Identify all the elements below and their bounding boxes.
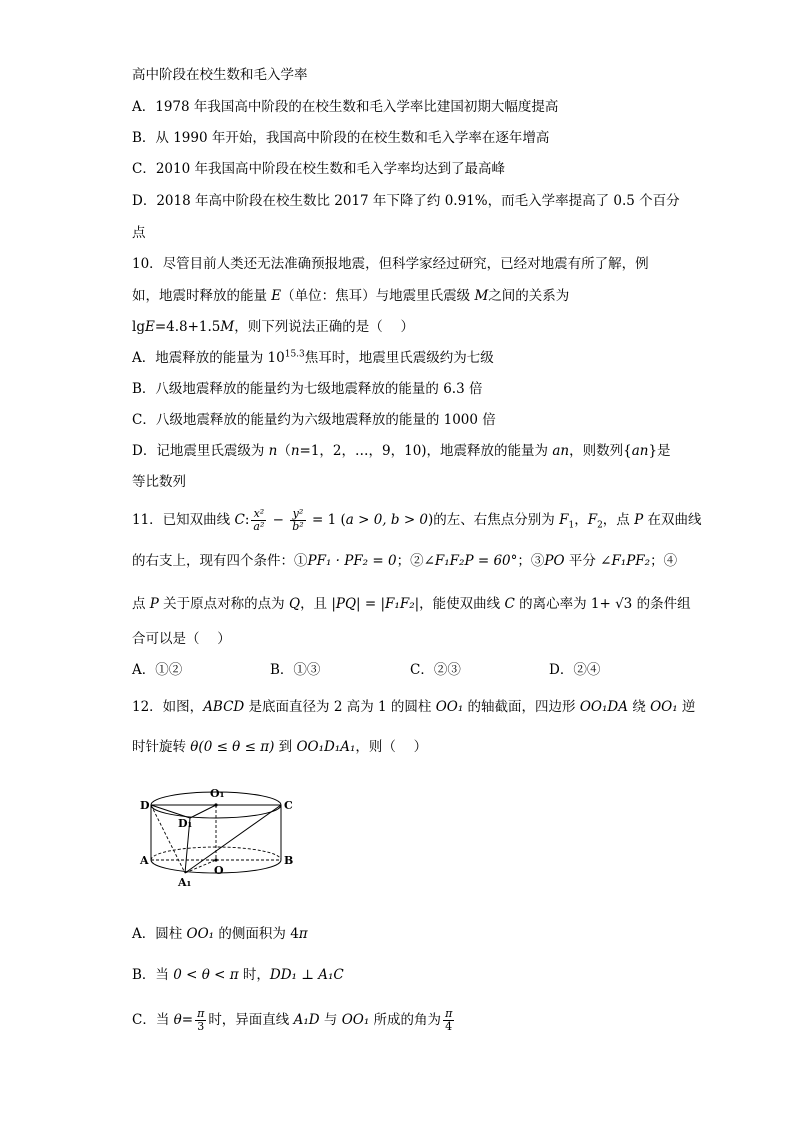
q9-option-a: A．1978 年我国高中阶段的在校生数和毛入学率比建国初期大幅度提高 xyxy=(132,99,559,115)
q12-stem-1 xyxy=(132,698,695,716)
var-oo1: OO₁ xyxy=(650,699,678,715)
q12-option-b xyxy=(132,966,344,984)
abs-expr: |PQ| = |F₁F₂| xyxy=(331,596,420,612)
text: ；③ xyxy=(517,553,545,569)
text: A．圆柱 xyxy=(132,926,187,942)
vector-expr: PF₁ · PF₂ = 0 xyxy=(307,553,397,569)
q10-option-d xyxy=(132,442,671,460)
text: )的左、右焦点分别为 xyxy=(428,512,560,528)
var-a1d: A₁D xyxy=(293,1012,320,1028)
var-oo1: OO₁ xyxy=(186,926,215,942)
text: 逆 xyxy=(677,699,696,715)
label-o1: O₁ xyxy=(210,787,225,800)
text: 的离心率为 xyxy=(514,596,591,612)
var-n: n xyxy=(290,443,300,459)
q12-stem-2 xyxy=(132,738,427,756)
text: D．记地震里氏震级为 xyxy=(132,443,269,459)
text: A．地震释放的能量为 10 xyxy=(132,350,285,366)
q10-option-a xyxy=(132,349,494,367)
eccentricity: 1+ √3 xyxy=(590,596,633,612)
text: 关于原点对称的点为 xyxy=(158,596,289,612)
var-c: C xyxy=(504,596,515,612)
label-b: B xyxy=(284,854,294,867)
text: 的轴截面，四边形 xyxy=(463,699,580,715)
var-an: an xyxy=(631,443,649,459)
text: 时针旋转 xyxy=(132,739,191,755)
text: − xyxy=(268,512,289,528)
q11-option-a: A．①② xyxy=(132,662,183,678)
subscript: 1 xyxy=(568,520,575,531)
text: 焦耳时，地震里氏震级约为七级 xyxy=(304,350,494,366)
var-m: M xyxy=(474,288,489,304)
text: =4.8+1.5 xyxy=(154,319,221,335)
exponent: 15.3 xyxy=(284,349,305,360)
var-c: C xyxy=(234,512,245,528)
q10-stem-3 xyxy=(132,318,414,336)
text: 与 xyxy=(319,1012,342,1028)
q9-option-d-cont: 点 xyxy=(132,225,146,241)
var-e: E xyxy=(144,319,155,335)
var-theta: θ xyxy=(173,1012,182,1028)
text: = 1 ( xyxy=(307,512,346,528)
q11-option-d: D．②④ xyxy=(549,662,601,678)
denominator: 3 xyxy=(197,1020,205,1033)
q11-option-c: C．②③ xyxy=(410,662,461,678)
text: 11．已知双曲线 xyxy=(132,512,235,528)
segment-a1c xyxy=(185,805,281,873)
segment-da1 xyxy=(151,805,185,873)
var-an: an xyxy=(552,443,570,459)
text: }是 xyxy=(648,443,671,459)
text: = xyxy=(181,1012,194,1028)
var-e: E xyxy=(271,288,282,304)
point-o1 xyxy=(214,803,217,806)
text: 绕 xyxy=(627,699,651,715)
text: 如，地震时释放的能量 xyxy=(132,288,272,304)
denominator: a² xyxy=(253,520,265,533)
q11-stem-3 xyxy=(132,595,691,613)
q9-option-c: C．2010 年我国高中阶段在校生数和毛入学率均达到了最高峰 xyxy=(132,161,505,177)
numerator: y² xyxy=(290,508,305,521)
numerator: x² xyxy=(251,508,266,521)
text: ，则（ ） xyxy=(355,739,428,755)
q11-stem-2 xyxy=(132,552,677,570)
fraction-pi-3 xyxy=(195,1008,206,1033)
text: 是底面直径为 2 高为 1 的圆柱 xyxy=(244,699,436,715)
text: 的右支上，现有四个条件：① xyxy=(132,553,308,569)
q12-option-c xyxy=(132,1008,456,1033)
var-f: F xyxy=(559,512,569,528)
denominator: b² xyxy=(292,520,304,533)
bottom-ellipse-back xyxy=(151,847,281,860)
text: : xyxy=(244,512,250,528)
text: ；④ xyxy=(650,553,678,569)
text: 的条件组 xyxy=(632,596,691,612)
numerator: π xyxy=(445,1007,453,1020)
var-p: P xyxy=(634,512,644,528)
text: 在双曲线 xyxy=(643,512,702,528)
var-f: F xyxy=(587,512,598,528)
cylinder-figure xyxy=(138,783,298,895)
text: C．当 xyxy=(132,1012,174,1028)
var-q: Q xyxy=(288,596,301,612)
var-quad: OO₁DA xyxy=(579,699,628,715)
theta-cond: 0 < θ < π xyxy=(173,967,239,983)
var-pi: π xyxy=(298,926,308,942)
point-o xyxy=(214,858,217,861)
label-a1: A₁ xyxy=(178,876,192,889)
q11-stem-4: 合可以是（ ） xyxy=(132,631,231,647)
text: 点 xyxy=(132,596,150,612)
text: lg xyxy=(132,319,145,335)
fraction-y2-b2 xyxy=(290,508,305,533)
var-abcd: ABCD xyxy=(203,699,245,715)
denominator: 4 xyxy=(445,1020,453,1033)
var-quad: OO₁D₁A₁ xyxy=(296,739,356,755)
text: ，点 xyxy=(602,512,635,528)
q9-option-b: B．从 1990 年开始，我国高中阶段的在校生数和毛入学率在逐年增高 xyxy=(132,130,550,146)
q9-option-d: D．2018 年高中阶段在校生数比 2017 年下降了约 0.91%，而毛入学率提高了 0.5 个百分 xyxy=(132,193,680,209)
text: ， xyxy=(574,512,588,528)
text: ；②∠ xyxy=(396,553,435,569)
text: （ xyxy=(277,443,291,459)
numerator: π xyxy=(197,1007,205,1020)
q11-option-b: B．①③ xyxy=(270,662,321,678)
angle-expr: F₁F₂P = 60° xyxy=(434,553,518,569)
q10-option-d-cont: 等比数列 xyxy=(132,474,186,490)
label-d1: D₁ xyxy=(178,817,193,830)
text: ，则下列说法正确的是（ ） xyxy=(234,319,415,335)
text: =1，2，…，9，10)，地震释放的能量为 xyxy=(299,443,553,459)
text: 12．如图， xyxy=(132,699,204,715)
label-c: C xyxy=(284,799,293,812)
text: 的侧面积为 4 xyxy=(214,926,299,942)
text: 之间的关系为 xyxy=(488,288,570,304)
q12-option-a xyxy=(132,925,308,943)
segment-o1d1 xyxy=(190,805,216,818)
theta-range: θ(0 ≤ θ ≤ π) xyxy=(190,739,275,755)
text: 时， xyxy=(238,967,270,983)
perp-expr: DD₁ ⊥ A₁C xyxy=(269,967,344,983)
text: 平分 ∠ xyxy=(564,553,612,569)
var-p: P xyxy=(149,596,159,612)
text: 所成的角为 xyxy=(369,1012,442,1028)
condition: a > 0, b > 0 xyxy=(345,512,429,528)
text: （单位：焦耳）与地震里氏震级 xyxy=(281,288,475,304)
subscript: 2 xyxy=(597,520,603,531)
fraction-pi-4 xyxy=(443,1008,454,1033)
q11-stem-1 xyxy=(132,508,701,533)
q10-option-c: C．八级地震释放的能量约为六级地震释放的能量的 1000 倍 xyxy=(132,412,496,428)
var-n: n xyxy=(268,443,278,459)
var-oo1: OO₁ xyxy=(435,699,464,715)
text: 到 xyxy=(274,739,297,755)
fraction-x2-a2 xyxy=(251,508,266,533)
var-po: PO xyxy=(544,553,565,569)
text: B．当 xyxy=(132,967,174,983)
label-o: O xyxy=(214,864,224,877)
var-m: M xyxy=(220,319,235,335)
q10-stem-1: 10．尽管目前人类还无法准确预报地震，但科学家经过研究，已经对地震有所了解，例 xyxy=(132,256,649,272)
text: 时，异面直线 xyxy=(208,1012,294,1028)
angle-expr: F₁PF₂ xyxy=(611,553,651,569)
text: ，且 xyxy=(300,596,332,612)
text: ，则数列{ xyxy=(569,443,632,459)
text: ，能使双曲线 xyxy=(419,596,505,612)
q10-stem-2 xyxy=(132,287,569,305)
q10-option-b: B．八级地震释放的能量约为七级地震释放的能量的 6.3 倍 xyxy=(132,381,483,397)
label-a: A xyxy=(140,854,149,867)
label-d: D xyxy=(140,799,150,812)
text-line: 高中阶段在校生数和毛入学率 xyxy=(132,67,308,83)
var-oo1: OO₁ xyxy=(341,1012,370,1028)
